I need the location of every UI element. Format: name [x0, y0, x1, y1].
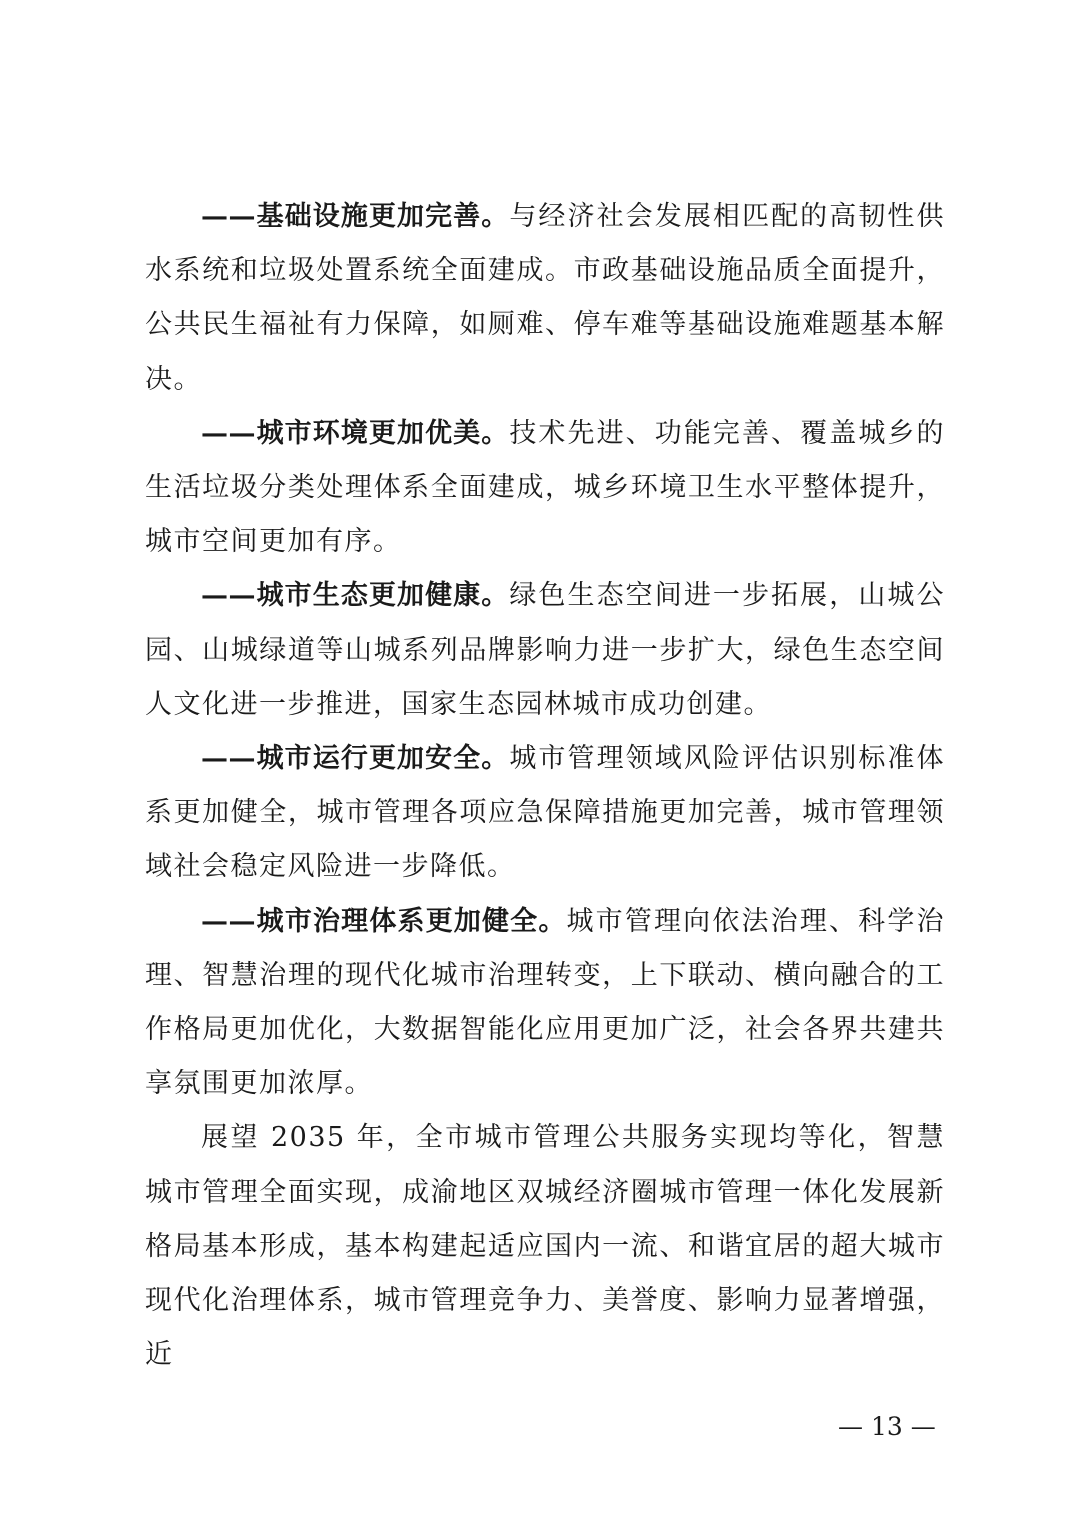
paragraph-governance [145, 895, 945, 1112]
paragraph-lead: ——基础设施更加完善。 [201, 201, 510, 232]
paragraph-text: 城市管理领域风险评估识别标准体系更加健全，城市管理各项应急保障措施更加完善，城市管理领域社会稳定风险进一步降低。 [145, 743, 946, 883]
paragraph-lead: ——城市环境更加优美。 [201, 417, 510, 449]
document-body [145, 190, 945, 1382]
paragraph-lead: ——城市治理体系更加健全。 [201, 905, 567, 937]
paragraph-text: 与经济社会发展相匹配的高韧性供水系统和垃圾处置系统全面建成。市政基础设施品质全面提升，公共民生福祉有力保障，如厕难、停车难等基础设施难题基本解决。 [145, 201, 946, 395]
page-number: — 13 — [838, 1412, 936, 1441]
paragraph-text: 城市管理向依法治理、科学治理、智慧治理的现代化城市治理转变，上下联动、横向融合的工作格局更加优化，大数据智能化应用更加广泛，社会各界共建共享氛围更加浓厚。 [145, 905, 945, 1100]
paragraph-safety [145, 732, 945, 895]
paragraph-environment [145, 407, 945, 570]
paragraph-lead: ——城市生态更加健康。 [201, 580, 510, 612]
paragraph-text: 展望 2035 年，全市城市管理公共服务实现均等化，智慧城市管理全面实现，成渝地区双城经济圈城市管理一体化发展新格局基本形成，基本构建起适应国内一流、和谐宜居的超大城市现代化治理体系，城市管理竞争力、美誉度、影响力显著增强，近 [145, 1122, 945, 1371]
paragraph-infrastructure [145, 190, 945, 407]
paragraph-outlook-2035 [145, 1111, 945, 1382]
paragraph-text: 绿色生态空间进一步拓展，山城公园、山城绿道等山城系列品牌影响力进一步扩大，绿色生态空间人文化进一步推进，国家生态园林城市成功创建。 [145, 580, 946, 720]
paragraph-text: 技术先进、功能完善、覆盖城乡的生活垃圾分类处理体系全面建成，城乡环境卫生水平整体提升，城市空间更加有序。 [145, 417, 946, 558]
paragraph-ecology [145, 569, 945, 732]
paragraph-lead: ——城市运行更加安全。 [201, 743, 510, 775]
